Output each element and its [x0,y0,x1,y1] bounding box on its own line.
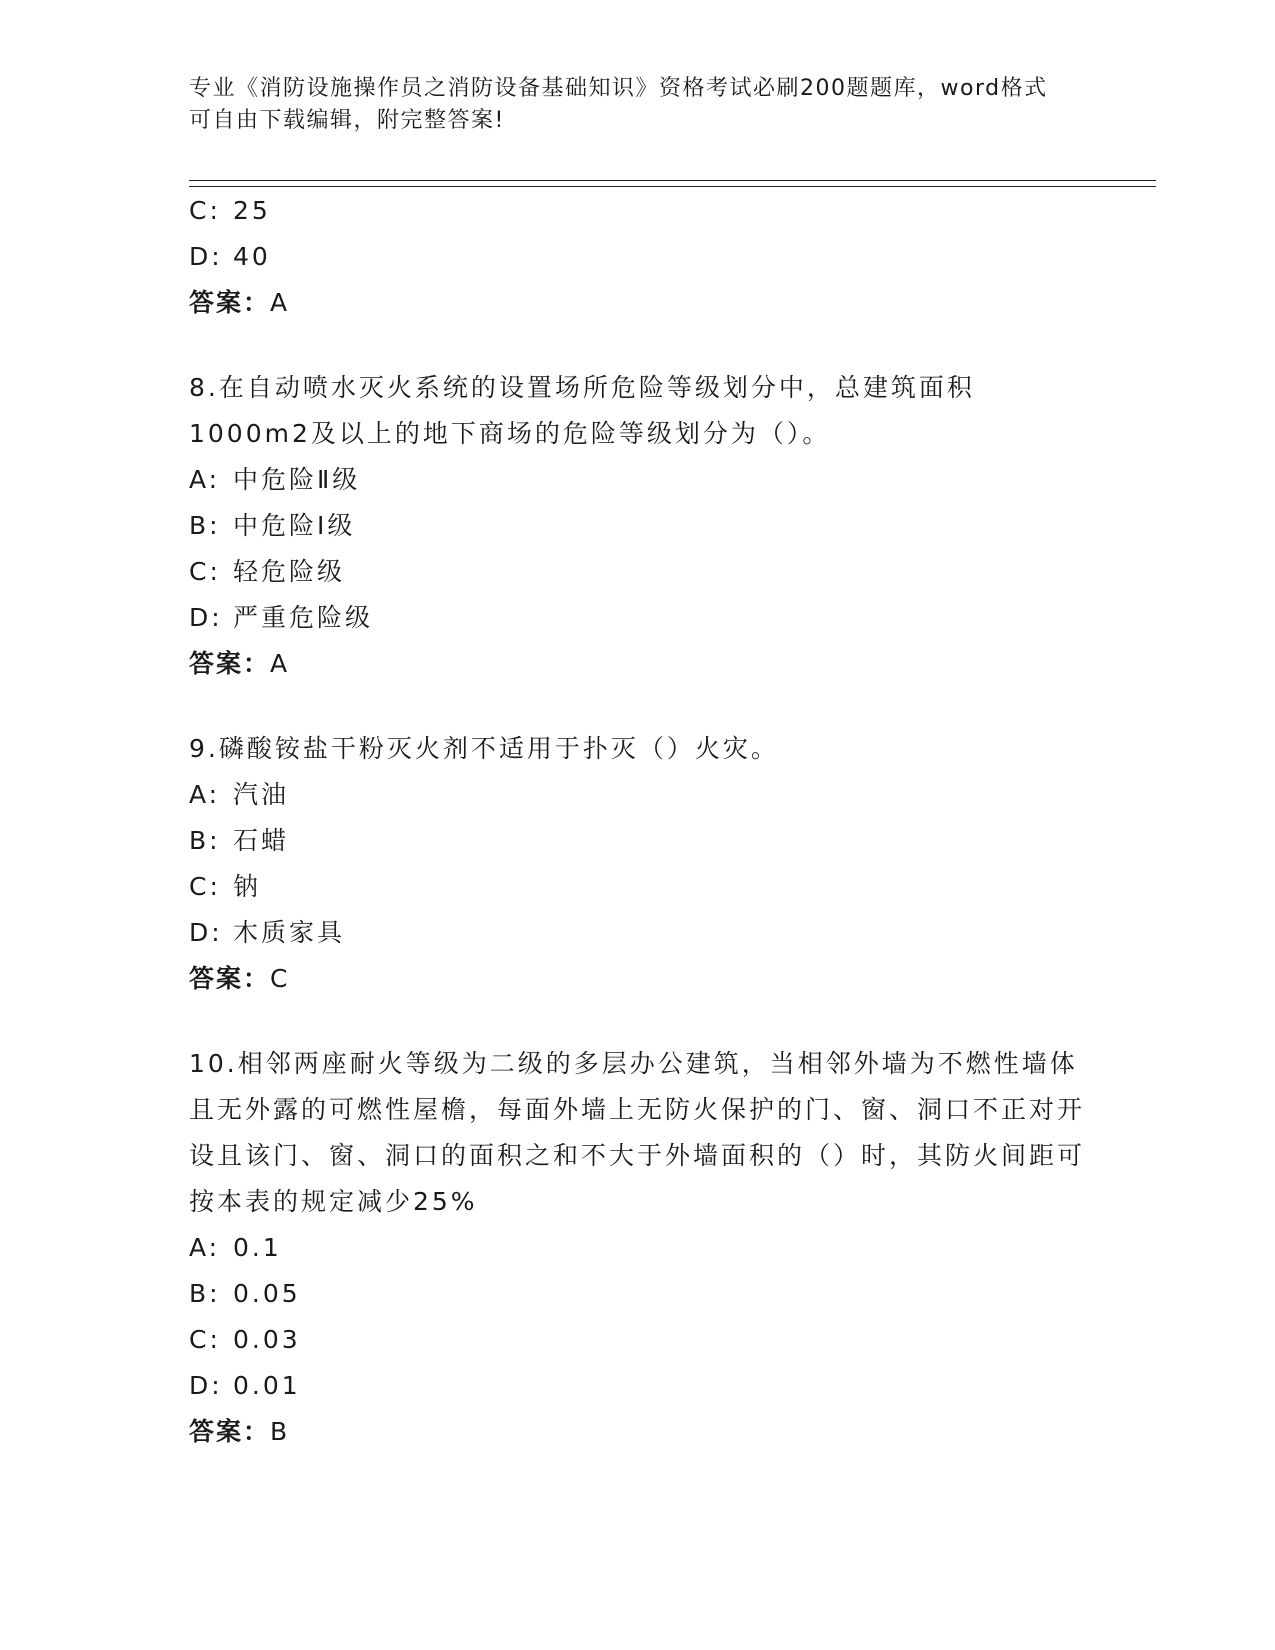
option-b: B: 中危险Ⅰ级 [189,511,356,540]
question-8 [189,365,1089,687]
option-d: D: 严重危险级 [189,603,374,632]
option-c: C: 0.03 [189,1325,301,1354]
answer-line: 答案：A [189,288,290,317]
option-d: D: 40 [189,242,271,271]
question-10 [189,1041,1089,1455]
answer-line: 答案：A [189,649,290,678]
option-b: B: 0.05 [189,1279,301,1308]
question-stem: 9.磷酸铵盐干粉灭火剂不适用于扑灭（）火灾。 [189,734,779,763]
answer-line: 答案：C [189,964,290,993]
question-9 [189,726,1089,1002]
question-content [189,188,1089,1455]
question-stem: 8.在自动喷水灭火系统的设置场所危险等级划分中，总建筑面积1000m2及以上的地下商场的危险等级划分为（）。 [189,373,975,448]
option-c: C: 25 [189,196,271,225]
header-divider [189,180,1156,187]
option-a: A: 汽油 [189,780,290,809]
option-d: D: 木质家具 [189,918,346,947]
option-a: A: 0.1 [189,1233,282,1262]
question-stem: 10.相邻两座耐火等级为二级的多层办公建筑，当相邻外墙为不燃性墙体且无外露的可燃性屋檐，每面外墙上无防火保护的门、窗、洞口不正对开设且该门、窗、洞口的面积之和不大于外墙面积的（）时，其防火间距可按本表的规定减少25% [189,1049,1086,1216]
answer-line: 答案：B [189,1417,290,1446]
option-a: A: 中危险Ⅱ级 [189,465,361,494]
option-c: C: 钠 [189,872,262,901]
option-b: B: 石蜡 [189,826,290,855]
prev-question-fragment [189,188,1089,326]
option-d: D: 0.01 [189,1371,301,1400]
document-header: 专业《消防设施操作员之消防设备基础知识》资格考试必刷200题题库，word格式可自由下载编辑，附完整答案! [189,76,1048,133]
option-c: C: 轻危险级 [189,557,346,586]
